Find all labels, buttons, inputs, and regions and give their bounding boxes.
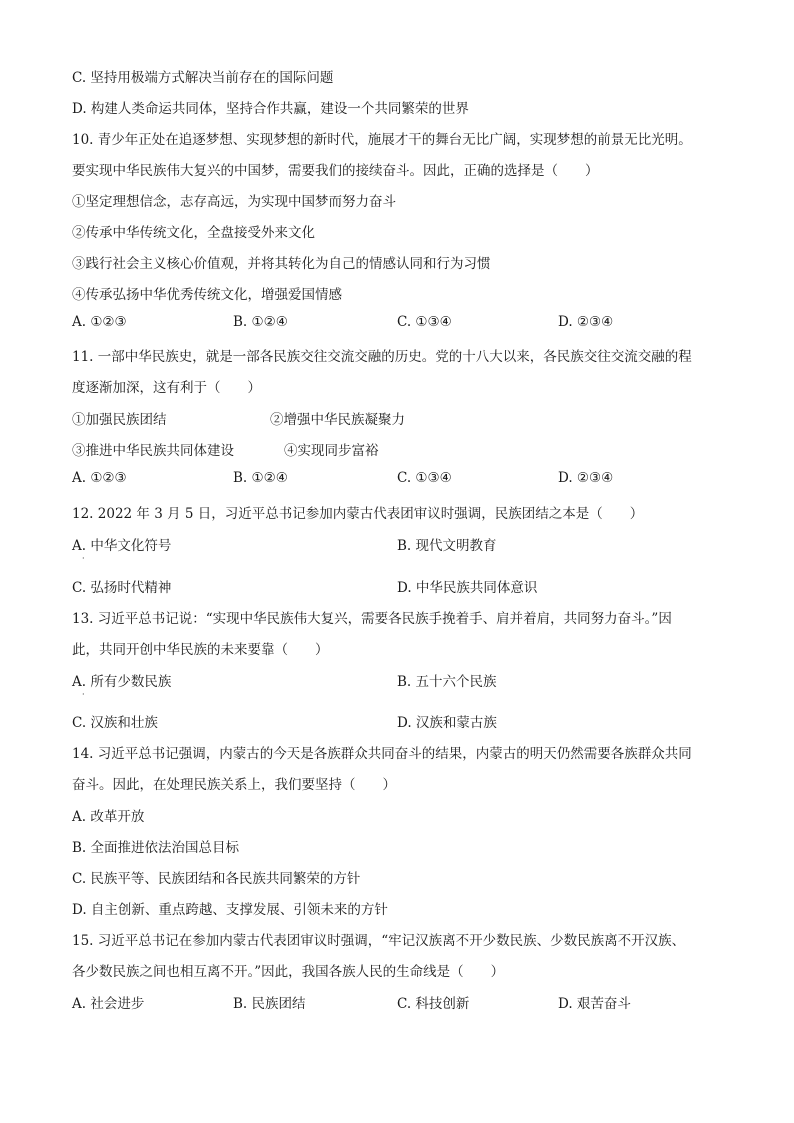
q10-statement-1: ①坚定理想信念，志存高远，为实现中国梦而努力奋斗 [72,194,396,210]
q15-stem-line-1: 15. 习近平总书记在参加内蒙古代表团审议时强调，“牢记汉族离不开少数民族、少数民族离不开汉族、 [72,933,686,949]
q11-option-d[interactable]: D. ②③④ [558,470,614,486]
q11-stem-line-2: 度逐渐加深，这有利于（ ） [72,380,261,396]
q15-option-b[interactable]: B. 民族团结 [233,996,306,1012]
q13-option-b[interactable]: B. 五十六个民族 [397,674,497,690]
q10-option-c[interactable]: C. ①③④ [397,314,452,330]
q10-statement-4: ④传承弘扬中华优秀传统文化，增强爱国情感 [72,287,342,303]
q13-stem-line-1: 13. 习近平总书记说：“实现中华民族伟大复兴，需要各民族手挽着手、肩并着肩，共同努力奋斗。”因 [72,611,672,627]
q15-option-c[interactable]: C. 科技创新 [397,996,470,1012]
dot-mark: · [82,690,85,699]
dot-mark: · [82,554,85,563]
q14-option-d[interactable]: D. 自主创新、重点跨越、支撑发展、引领未来的方针 [72,902,388,918]
q10-option-d[interactable]: D. ②③④ [558,314,614,330]
q15-option-a[interactable]: A. 社会进步 [72,996,145,1012]
q14-option-c[interactable]: C. 民族平等、民族团结和各民族共同繁荣的方针 [72,871,361,887]
q11-statement-4: ④实现同步富裕 [284,443,379,459]
q11-stem-line-1: 11. 一部中华民族史，就是一部各民族交往交流交融的历史。党的十八大以来，各民族交往交流交融的程 [72,349,692,365]
q10-option-b[interactable]: B. ①②④ [233,314,288,330]
q14-stem-line-2: 奋斗。因此，在处理民族关系上，我们要坚持（ ） [72,777,396,793]
q14-option-b[interactable]: B. 全面推进依法治国总目标 [72,840,240,856]
q10-stem-line-2: 要实现中华民族伟大复兴的中国梦，需要我们的接续奋斗。因此，正确的选择是（ ） [72,163,599,179]
q12-option-d[interactable]: D. 中华民族共同体意识 [397,580,538,596]
q12-option-c[interactable]: C. 弘扬时代精神 [72,580,172,596]
q10-stem-line-1: 10. 青少年正处在追逐梦想、实现梦想的新时代，施展才干的舞台无比广阔，实现梦想的前景无比光明。 [72,132,692,148]
q9-option-d[interactable]: D. 构建人类命运共同体，坚持合作共赢，建设一个共同繁荣的世界 [72,101,469,117]
q12-stem: 12. 2022 年 3 月 5 日，习近平总书记参加内蒙古代表团审议时强调，民族团结之本是（ ） [72,506,644,522]
q13-option-a[interactable]: A. 所有少数民族 [72,674,172,690]
q11-statement-1: ①加强民族团结 [72,412,167,428]
q15-stem-line-2: 各少数民族之间也相互离不开。”因此，我国各族人民的生命线是（ ） [72,964,505,980]
q11-statement-3: ③推进中华民族共同体建设 [72,443,234,459]
q13-stem-line-2: 此，共同开创中华民族的未来要靠（ ） [72,642,329,658]
q12-option-a[interactable]: A. 中华文化符号 [72,538,172,554]
q14-stem-line-1: 14. 习近平总书记强调，内蒙古的今天是各族群众共同奋斗的结果，内蒙古的明天仍然需要各族群众共同 [72,746,692,762]
q13-option-d[interactable]: D. 汉族和蒙古族 [397,715,497,731]
q10-option-a[interactable]: A. ①②③ [72,314,127,330]
q11-option-b[interactable]: B. ①②④ [233,470,288,486]
q12-option-b[interactable]: B. 现代文明教育 [397,538,497,554]
q11-option-a[interactable]: A. ①②③ [72,470,127,486]
q11-option-c[interactable]: C. ①③④ [397,470,452,486]
q13-option-c[interactable]: C. 汉族和壮族 [72,715,158,731]
q14-option-a[interactable]: A. 改革开放 [72,809,145,825]
q15-option-d[interactable]: D. 艰苦奋斗 [558,996,631,1012]
q10-statement-3: ③践行社会主义核心价值观，并将其转化为自己的情感认同和行为习惯 [72,256,491,272]
q10-statement-2: ②传承中华传统文化，全盘接受外来文化 [72,225,315,241]
q9-option-c[interactable]: C. 坚持用极端方式解决当前存在的国际问题 [72,70,334,86]
q11-statement-2: ②增强中华民族凝聚力 [270,412,405,428]
